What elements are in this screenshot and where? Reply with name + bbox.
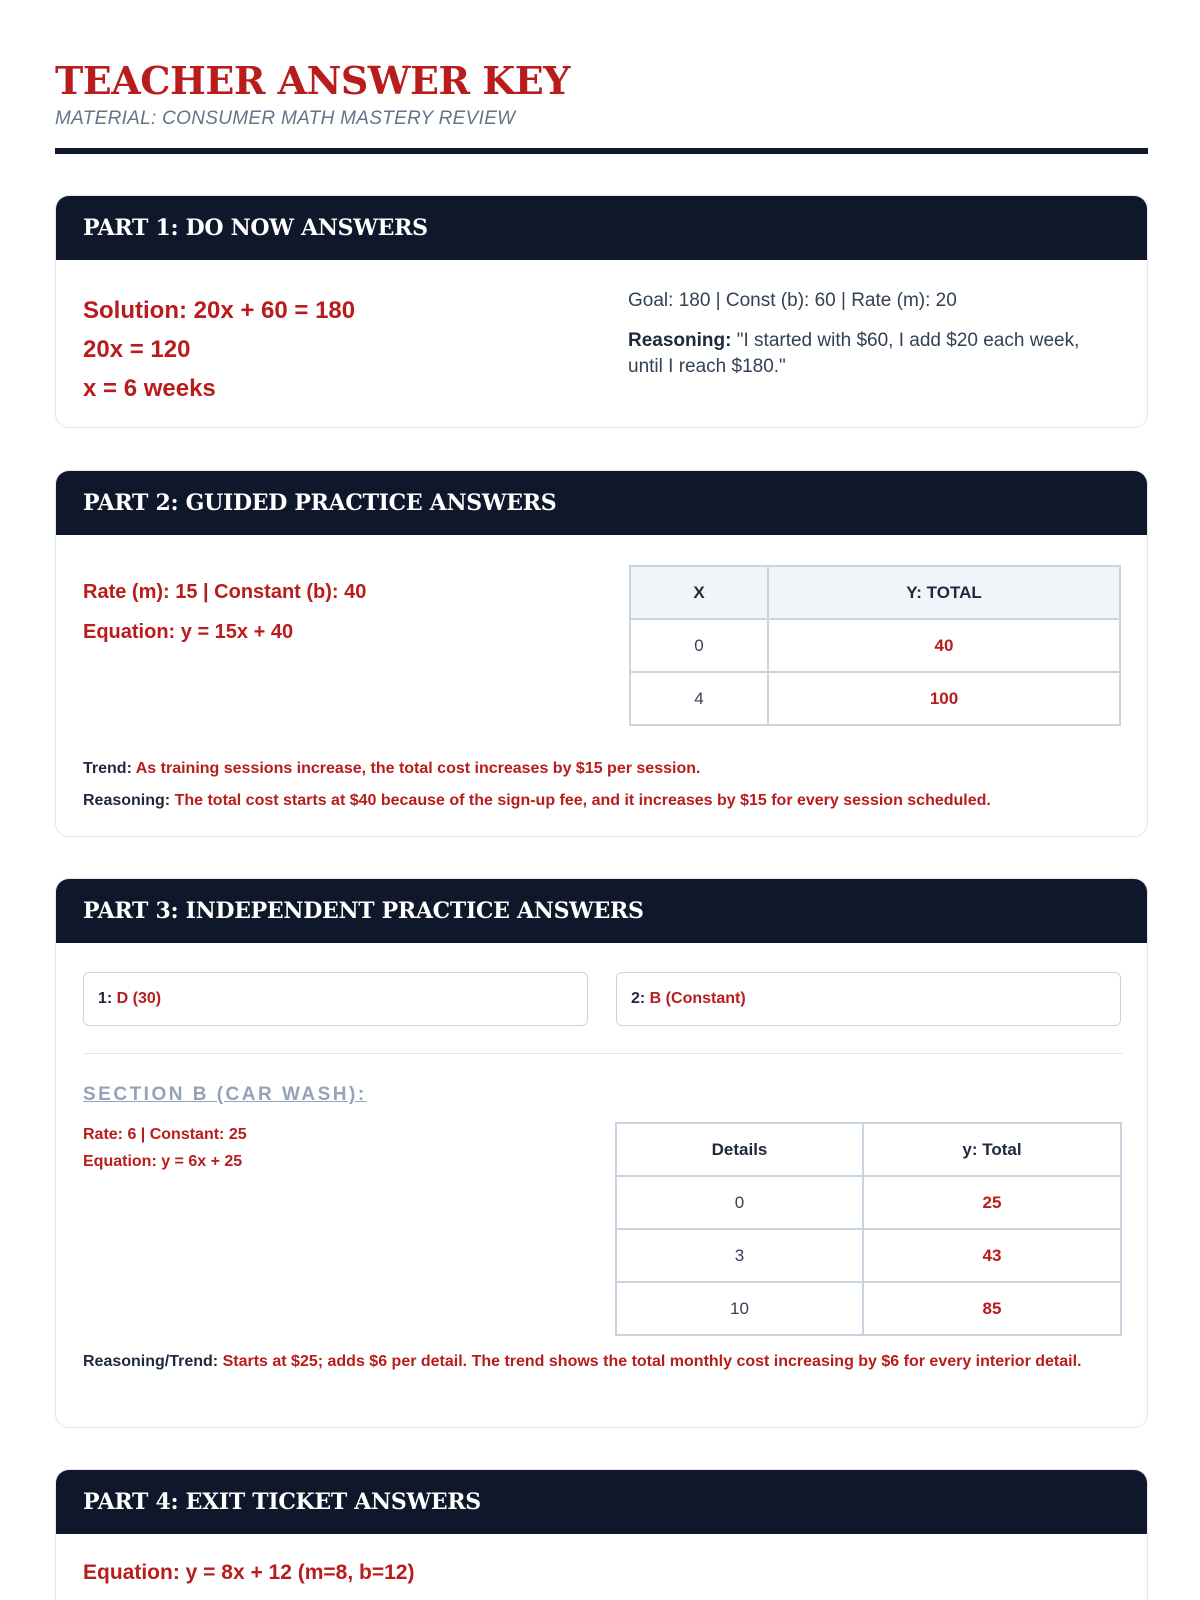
part3-answers (83, 1121, 247, 1175)
part3-rate-line: Rate: 6 | Constant: 25 (83, 1126, 247, 1143)
part2-heading: PART 2: GUIDED PRACTICE ANSWERS (56, 471, 1147, 535)
answer-key-page (55, 0, 1148, 1600)
answer-value: D (30) (112, 990, 162, 1007)
part2-equation-line: Equation: y = 15x + 40 (83, 621, 294, 643)
part2-reasoning-label: Reasoning: (83, 792, 171, 809)
page-subtitle: MATERIAL: CONSUMER MATH MASTERY REVIEW (55, 108, 516, 129)
answer-value: B (Constant) (645, 990, 746, 1007)
part1-solution-line: Solution: 20x + 60 = 180 (83, 297, 356, 324)
part1-solution-line: 20x = 120 (83, 336, 191, 363)
part1-explanation (628, 288, 1098, 380)
part3-reasoning-label: Reasoning/Trend: (83, 1353, 219, 1370)
table-header-row (630, 566, 1120, 619)
table-header-cell: y: Total (863, 1123, 1121, 1176)
part1-heading: PART 1: DO NOW ANSWERS (56, 196, 1147, 260)
table-cell: 43 (863, 1229, 1121, 1282)
answer-number: 1: (98, 990, 113, 1007)
table-header-cell: X (630, 566, 768, 619)
table-header-row (616, 1123, 1121, 1176)
table-row (630, 672, 1120, 725)
part1-reasoning-text: "I started with $60, I add $20 each week, until I reach $180." (628, 330, 1080, 377)
part2-reasoning-text: The total cost starts at $40 because of the sign-up fee, and it increases by $15 for every session scheduled. (170, 792, 991, 809)
answer-number: 2: (631, 990, 646, 1007)
table-cell: 85 (863, 1282, 1121, 1335)
part2-reasoning (83, 785, 1123, 817)
table-cell: 25 (863, 1176, 1121, 1229)
part1-solution (83, 291, 355, 408)
table-header-cell: Y: TOTAL (768, 566, 1120, 619)
part1-solution-line: x = 6 weeks (83, 375, 216, 402)
part1-summary: Goal: 180 | Const (b): 60 | Rate (m): 20 (628, 290, 957, 311)
table-cell: 3 (616, 1229, 863, 1282)
part1-reasoning (628, 328, 1098, 380)
table-row (616, 1229, 1121, 1282)
part3-notes (83, 1349, 1123, 1374)
table-header-cell: Details (616, 1123, 863, 1176)
part3-card (55, 878, 1148, 1428)
part2-trend-label: Trend: (83, 760, 132, 777)
part3-heading: PART 3: INDEPENDENT PRACTICE ANSWERS (56, 879, 1147, 943)
table-row (616, 1282, 1121, 1335)
answer-box (616, 972, 1121, 1026)
part3-table (615, 1122, 1122, 1336)
table-cell: 40 (768, 619, 1120, 672)
answer-box (83, 972, 588, 1026)
part3-equation-line: Equation: y = 6x + 25 (83, 1153, 243, 1170)
table-cell: 100 (768, 672, 1120, 725)
part1-card (55, 195, 1148, 428)
part4-heading: PART 4: EXIT TICKET ANSWERS (56, 1470, 1147, 1534)
section-b-title: SECTION B (CAR WASH): (83, 1084, 367, 1105)
table-row (616, 1176, 1121, 1229)
part4-card (55, 1469, 1148, 1600)
table-cell: 10 (616, 1282, 863, 1335)
header-divider (55, 148, 1148, 154)
page-title: TEACHER ANSWER KEY (55, 58, 570, 103)
section-divider (83, 1053, 1123, 1054)
table-cell: 4 (630, 672, 768, 725)
part2-card (55, 470, 1148, 837)
part4-equation-line: Equation: y = 8x + 12 (m=8, b=12) (83, 1561, 415, 1584)
part2-rate-line: Rate (m): 15 | Constant (b): 40 (83, 581, 367, 603)
part2-trend (83, 753, 1123, 785)
table-cell: 0 (630, 619, 768, 672)
part2-table (629, 565, 1121, 726)
table-row (630, 619, 1120, 672)
part2-notes (83, 753, 1123, 817)
part2-trend-text: As training sessions increase, the total cost increases by $15 per session. (131, 760, 701, 777)
part1-reasoning-label: Reasoning: (628, 330, 732, 351)
part3-reasoning-text: Starts at $25; adds $6 per detail. The trend shows the total monthly cost increasing by $6 for every interior detail. (218, 1353, 1082, 1370)
table-cell: 0 (616, 1176, 863, 1229)
part2-answers (83, 572, 366, 652)
